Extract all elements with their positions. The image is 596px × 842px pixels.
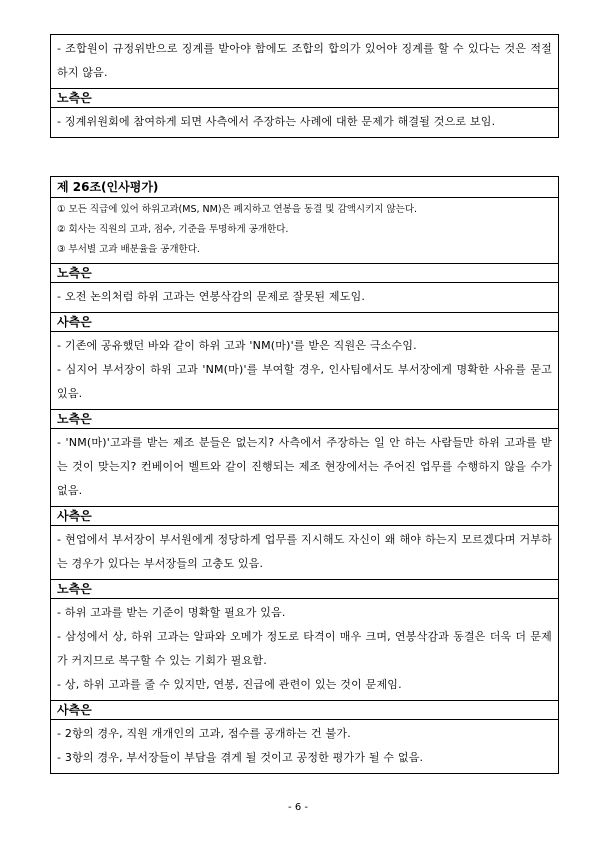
top-para-1: - 조합원이 규정위반으로 징계를 받아야 함에도 조합의 합의가 있어야 징계를 할 수 있다는 것은 적절하지 않음. bbox=[57, 42, 552, 79]
section-header-labor: 노측은 bbox=[51, 263, 558, 282]
article-item: ① 모든 직급에 있어 하위고과(MS, NM)은 폐지하고 연봉을 동결 및 감액시키지 않는다. bbox=[57, 204, 418, 215]
section-header-labor: 노측은 bbox=[51, 579, 558, 598]
top-header-labor: 노측은 bbox=[51, 88, 558, 107]
section-body: - 현업에서 부서장이 부서원에게 정당하게 업무를 지시해도 자신이 왜 해야 하는지 모르겠다며 거부하는 경우가 있다는 부서장들의 고충도 있음. bbox=[51, 525, 558, 579]
article-item: ② 회사는 직원의 고과, 점수, 기준을 투명하게 공개한다. bbox=[57, 224, 289, 235]
article-box bbox=[50, 176, 559, 774]
page-number: - 6 - bbox=[288, 802, 308, 813]
section-header-labor: 노측은 bbox=[51, 409, 558, 428]
section-body: - 2항의 경우, 직원 개개인의 고과, 점수를 공개하는 건 불가. - 3항의 경우, 부서장들이 부담을 겪게 될 것이고 공정한 평가가 될 수 없음. bbox=[51, 719, 558, 773]
article-item: ③ 부서별 고과 배분율을 공개한다. bbox=[57, 244, 200, 255]
top-para-2: - 징계위원회에 참여하게 되면 사측에서 주장하는 사례에 대한 문제가 해결될 것으로 보임. bbox=[51, 107, 558, 137]
top-box bbox=[50, 34, 559, 138]
section-body: - 오전 논의처럼 하위 고과는 연봉삭감의 문제로 잘못된 제도임. bbox=[51, 282, 558, 312]
section-header-mgmt: 사측은 bbox=[51, 506, 558, 525]
section-header-mgmt: 사측은 bbox=[51, 312, 558, 331]
section-body: - 'NM(마)'고과를 받는 제조 분들은 없는지? 사측에서 주장하는 일 안 하는 사람들만 하위 고과를 받는 것이 맞는지? 컨베이어 벨트와 같이 진행되는 제조 현장에서는 주어진 업무를 수행하지 않을 수가 없음. bbox=[51, 428, 558, 506]
article-items bbox=[51, 197, 558, 263]
section-body: - 하위 고과를 받는 기준이 명확할 필요가 있음. - 삼성에서 상, 하위 고과는 알파와 오메가 정도로 타격이 매우 크며, 연봉삭감과 동결은 더욱 더 문제가 커지므로 복구할 수 있는 기회가 필요함. - 상, 하위 고과를 줄 수 있지만, 연봉, 진급에 관련이 있는 것이 문제임. bbox=[51, 598, 558, 700]
section-body: - 기존에 공유했던 바와 같이 하위 고과 'NM(마)'를 받은 직원은 극소수임. - 심지어 부서장이 하위 고과 'NM(마)'를 부여할 경우, 인사팀에서도 부서장에게 명확한 사유를 묻고 있음. bbox=[51, 331, 558, 409]
article-title: 제 26조(인사평가) bbox=[57, 180, 159, 194]
section-header-mgmt: 사측은 bbox=[51, 700, 558, 719]
